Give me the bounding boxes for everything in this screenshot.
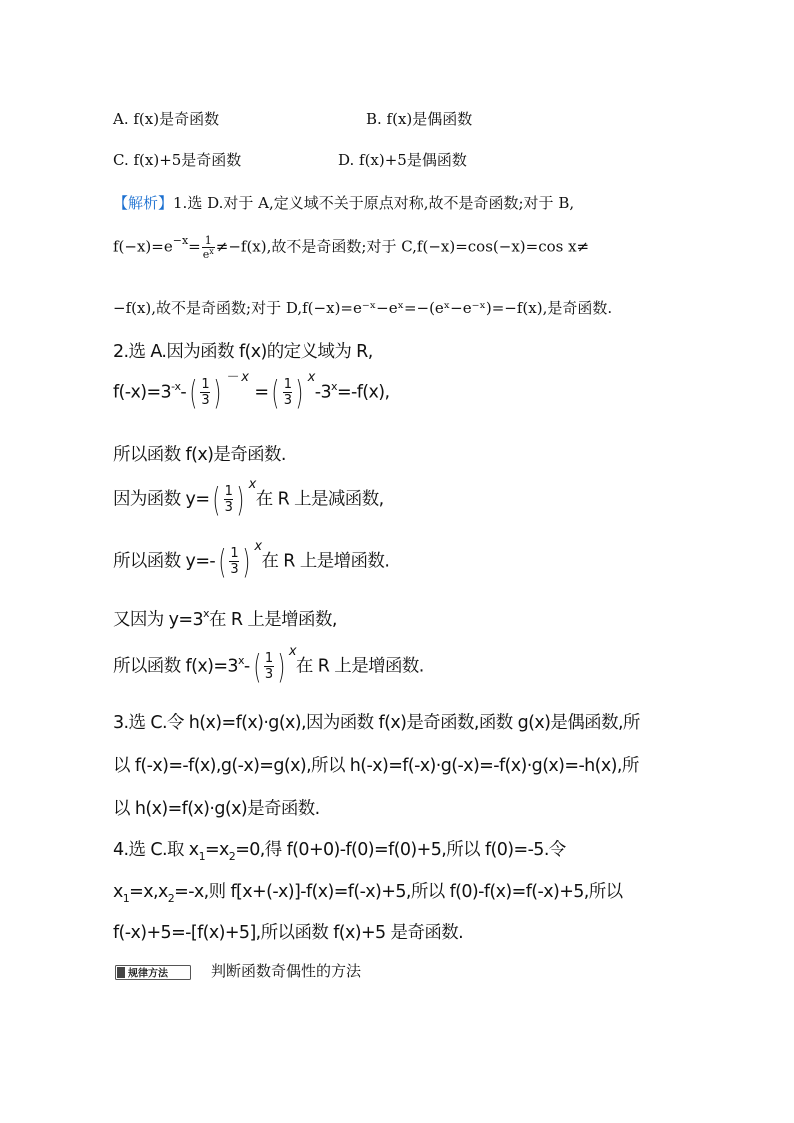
- q2-line-1: 2.选 A.因为函数 f(x)的定义域为 R,: [113, 342, 373, 362]
- q2-line-3: 所以函数 f(x)是奇函数.: [113, 445, 286, 465]
- fraction-one-third: ( $\frac{1}{3}$ ): [253, 647, 285, 686]
- q3-line-3: 以 h(x)=f(x)·g(x)是奇函数.: [113, 799, 320, 819]
- q4-line-2: $x_1=x,x_2=-x$,则 f[x+(-x)]-f(x)=f(-x)+5,所以 f(0)-f(x)=f(-x)+5,所以: [113, 882, 623, 905]
- fraction-one-third: ( $\frac{1}{3}$ ): [212, 480, 245, 519]
- analysis-line-2: $f(-x)=e^{-x}=$ $\frac{1}{e^x}$ ≠−f(x),故不是奇函数;对于 C,f(−x)=cos(−x)=cos x≠: [113, 233, 590, 261]
- option-d: D. f(x)+5是偶函数: [338, 151, 467, 169]
- analysis-tag: 【解析】: [113, 194, 174, 212]
- q4-line-3: f(-x)+5=-[f(x)+5],所以函数 f(x)+5 是奇函数.: [113, 923, 464, 943]
- q2-line-4: 因为函数 y= ( $\frac{1}{3}$ ) $^x$在 R 上是减函数,: [113, 476, 384, 519]
- q2-line-7: 所以函数 $f(x)=3^x-$ ( $\frac{1}{3}$ ) $^x$在 R 上是增函数.: [113, 643, 424, 686]
- q2-line-2: $f(-x)=3^{-x}-$ ( $\frac{1}{3}$ ) $^{- x}$= ( $\frac{1}{3}$ ) $^x-3^x=-f(x)$,: [113, 369, 390, 412]
- q4-line-1: 4.选 C.取 $x_1=x_2=0$,得 f(0+0)-f(0)=f(0)+5,所以 f(0)=-5.令: [113, 840, 566, 863]
- q2-line-5: 所以函数 y=- ( $\frac{1}{3}$ ) $^x$在 R 上是增函数.: [113, 538, 390, 581]
- method-heading: 规律方法 判断函数奇偶性的方法: [115, 960, 361, 981]
- option-a: A. f(x)是奇函数: [113, 110, 220, 128]
- option-c: C. f(x)+5是奇函数: [113, 151, 242, 169]
- analysis-line-3: −f(x),故不是奇函数;对于 D,f(−x)=e⁻ˣ−eˣ=−(eˣ−e⁻ˣ)=−f(x),是奇函数.: [113, 299, 613, 317]
- option-b: B. f(x)是偶函数: [366, 110, 473, 128]
- q2-line-6: 又因为 $y=3^x$在 R 上是增函数,: [113, 607, 337, 630]
- fraction: $\frac{1}{e^x}$: [202, 234, 214, 261]
- method-badge: [115, 965, 191, 980]
- fraction-one-third: ( $\frac{1}{3}$ ): [271, 373, 304, 412]
- q3-line-2: 以 f(-x)=-f(x),g(-x)=g(x),所以 h(-x)=f(-x)·g(-x)=-f(x)·g(x)=-h(x),所: [113, 756, 639, 776]
- analysis-line-1: 【解析】1.选 D.对于 A,定义域不关于原点对称,故不是奇函数;对于 B,: [113, 194, 575, 212]
- q3-line-1: 3.选 C.令 h(x)=f(x)·g(x),因为函数 f(x)是奇函数,函数 g(x)是偶函数,所: [113, 713, 640, 733]
- method-badge-label: 规律方法: [128, 968, 168, 979]
- fraction-one-third: ( $\frac{1}{3}$ ): [189, 373, 221, 412]
- fraction-one-third: ( $\frac{1}{3}$ ): [218, 542, 250, 581]
